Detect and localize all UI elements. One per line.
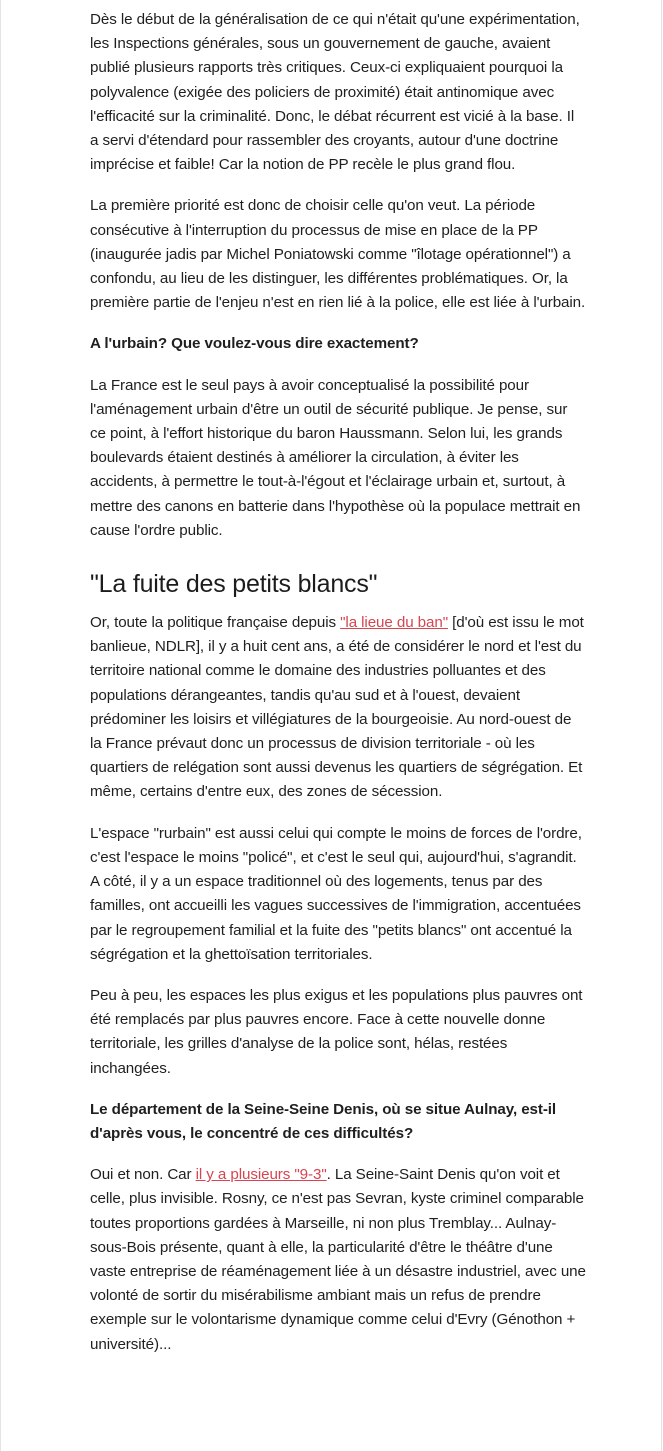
paragraph-haussmann: La France est le seul pays à avoir conceptualisé la possibilité pour l'aménagement urbain d'être un outil de sécurité publique. Je pense, sur ce point, à l'effort historique du baron Haussmann. Selon lui, les grands boulevards étaient destinés à améliorer la circulation, à éviter les accidents, à permettre le tout-à-l'égout et l'éclairage urbain et, surtout, à mettre des canons en batterie dans l'hypothèse où la populace mettrait en cause l'ordre public.	[90, 376, 581, 539]
interview-question-seine-saint-denis: Le département de la Seine-Seine Denis, où se situe Aulnay, est-il d'après vous, le concentré de ces difficultés?	[90, 1100, 557, 1142]
article-body	[90, 8, 586, 1374]
link-lieue-du-ban[interactable]: "la lieue du ban"	[340, 614, 449, 632]
interview-question-urbain: A l'urbain? Que voulez-vous dire exactement?	[90, 335, 419, 353]
paragraph-text: Oui et non. Car	[90, 1166, 196, 1184]
paragraph-lieue-du-ban	[90, 611, 586, 805]
page-border-left	[0, 0, 1, 1451]
paragraph-plusieurs-93	[90, 1163, 586, 1357]
paragraph-text: Or, toute la politique française depuis	[90, 614, 341, 632]
link-plusieurs-93[interactable]: il y a plusieurs "9-3"	[195, 1166, 327, 1184]
section-heading: "La fuite des petits blancs"	[90, 570, 378, 599]
paragraph-inspections: Dès le début de la généralisation de ce qui n'était qu'une expérimentation, les Inspections générales, sous un gouvernement de gauche, avaient publié plusieurs rapports très critiques. Ceux-ci expliquaient pourquoi la polyvalence (exigée des policiers de proximité) était antinomique avec l'efficacité sur la criminalité. Donc, le débat récurrent est vicié à la base. Il a servi d'étendard pour rassembler des croyants, autour d'une doctrine imprécise et faible! Car la notion de PP recèle le plus grand flou.	[90, 11, 580, 174]
paragraph-text: . La Seine-Saint Denis qu'on voit et celle, plus invisible. Rosny, ce n'est pas Sevran, kyste criminel comparable toutes proportions gardées à Marseille, ni non plus Tremblay... Aulnay-sous-Bois présente, quant à elle, la particularité d'être le théâtre d'une vaste entreprise de réaménagement liée à un désastre industriel, avec une volonté de sortir du misérabilisme ambiant mais un refus de prendre exemple sur le volontarisme dynamique comme celui d'Evry (Génothon + université)...	[90, 1166, 586, 1353]
paragraph-peu-a-peu: Peu à peu, les espaces les plus exigus et les populations plus pauvres ont été remplacés par plus pauvres encore. Face à cette nouvelle donne territoriale, les grilles d'analyse de la police sont, hélas, restées inchangées.	[90, 986, 583, 1077]
page-border-right	[661, 0, 662, 1451]
paragraph-rurbain: L'espace "rurbain" est aussi celui qui compte le moins de forces de l'ordre, c'est l'espace le moins "policé", et c'est le seul qui, aujourd'hui, s'agrandit. A côté, il y a un espace traditionnel où des logements, tenus par des familles, ont accueilli les vagues successives de l'immigration, accentuées par le regroupement familial et la fuite des "petits blancs" ont accentué la ségrégation et la ghettoïsation territoriales.	[90, 824, 582, 963]
paragraph-premiere-priorite: La première priorité est donc de choisir celle qu'on veut. La période consécutive à l'interruption du processus de mise en place de la PP (inaugurée jadis par Michel Poniatowski comme "îlotage opérationnel") a confondu, au lieu de les distinguer, les différentes problématiques. Or, la première partie de l'enjeu n'est en rien lié à la police, elle est liée à l'urbain.	[90, 197, 586, 312]
paragraph-text: [d'où est issu le mot banlieue, NDLR], il y a huit cent ans, a été de considérer le nord et l'est du territoire national comme le domaine des industries polluantes et des populations dérangeantes, tandis qu'au sud et à l'ouest, devaient prédominer les loisirs et villégiatures de la bourgeoisie. Au nord-ouest de la France prévaut donc un processus de division territoriale - où les quartiers de relégation sont aussi devenus les quartiers de ségrégation. Et même, certains d'entre eux, des zones de sécession.	[90, 614, 584, 801]
